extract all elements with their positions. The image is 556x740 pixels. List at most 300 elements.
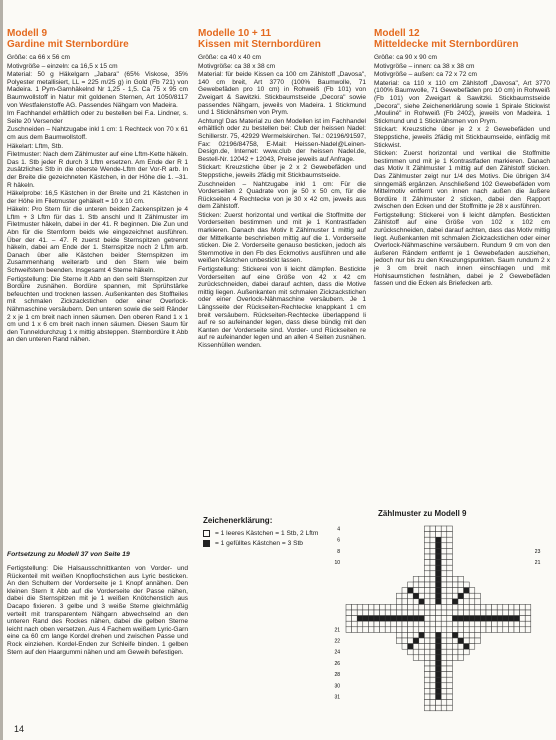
continuation-title: Fortsetzung zu Modell 37 von Seite 19 bbox=[7, 551, 130, 558]
empty-cell bbox=[441, 660, 447, 666]
empty-cell bbox=[469, 621, 475, 627]
paragraph: Stickart: Kreuzstiche über je 2 x 2 Gewebefäden und Steppstiche, jeweils 2fädig mit Stickbaumstseide. bbox=[198, 164, 366, 179]
empty-cell bbox=[475, 593, 481, 599]
empty-cell bbox=[424, 700, 430, 706]
empty-cell bbox=[475, 621, 481, 627]
empty-cell bbox=[447, 610, 453, 616]
empty-cell bbox=[424, 627, 430, 633]
filled-cell bbox=[458, 593, 464, 599]
empty-cell bbox=[424, 554, 430, 560]
empty-cell bbox=[424, 677, 430, 683]
empty-cell bbox=[441, 604, 447, 610]
empty-cell bbox=[447, 644, 453, 650]
empty-cell bbox=[396, 599, 402, 605]
empty-cell bbox=[413, 610, 419, 616]
empty-cell bbox=[424, 660, 430, 666]
empty-cell bbox=[424, 644, 430, 650]
empty-cell bbox=[352, 621, 358, 627]
empty-cell bbox=[424, 526, 430, 532]
empty-cell bbox=[492, 621, 498, 627]
empty-cell bbox=[424, 593, 430, 599]
empty-cell bbox=[464, 610, 470, 616]
empty-cell bbox=[458, 588, 464, 594]
star-filet-chart bbox=[296, 520, 546, 720]
empty-cell bbox=[396, 638, 402, 644]
empty-cell bbox=[424, 565, 430, 571]
empty-cell bbox=[447, 660, 453, 666]
empty-cell bbox=[458, 610, 464, 616]
empty-cell bbox=[391, 610, 397, 616]
empty-cell bbox=[452, 593, 458, 599]
empty-cell bbox=[430, 688, 436, 694]
empty-cell bbox=[486, 610, 492, 616]
empty-cell bbox=[441, 694, 447, 700]
row-label: 10 bbox=[334, 560, 340, 567]
empty-cell bbox=[424, 705, 430, 711]
empty-cell bbox=[452, 638, 458, 644]
empty-cell bbox=[447, 683, 453, 689]
empty-cell bbox=[520, 610, 526, 616]
filled-cell bbox=[436, 599, 442, 605]
empty-cell bbox=[469, 632, 475, 638]
filled-cell bbox=[413, 638, 419, 644]
filled-cell bbox=[413, 593, 419, 599]
empty-cell bbox=[441, 688, 447, 694]
empty-cell bbox=[441, 649, 447, 655]
empty-cell bbox=[447, 616, 453, 622]
empty-cell bbox=[419, 588, 425, 594]
empty-cell bbox=[408, 610, 414, 616]
row-label: 23 bbox=[534, 548, 541, 555]
filled-cell bbox=[458, 638, 464, 644]
empty-cell bbox=[447, 666, 453, 672]
empty-cell bbox=[458, 655, 464, 661]
empty-cell bbox=[458, 644, 464, 650]
empty-cell bbox=[486, 604, 492, 610]
empty-cell bbox=[458, 576, 464, 582]
empty-cell bbox=[380, 627, 386, 633]
empty-cell bbox=[424, 672, 430, 678]
empty-cell bbox=[419, 627, 425, 633]
empty-cell bbox=[424, 683, 430, 689]
empty-cell bbox=[419, 644, 425, 650]
empty-cell bbox=[413, 576, 419, 582]
empty-cell bbox=[408, 638, 414, 644]
empty-cell bbox=[441, 610, 447, 616]
empty-cell bbox=[352, 627, 358, 633]
empty-cell bbox=[480, 621, 486, 627]
empty-cell bbox=[374, 627, 380, 633]
empty-cell bbox=[380, 621, 386, 627]
empty-cell bbox=[475, 638, 481, 644]
filled-cell bbox=[408, 644, 414, 650]
filled-cell bbox=[380, 616, 386, 622]
paragraph: Zuschneiden – Nahtzugabe inkl 1 cm: Für die Vorderseiten 2 Quadrate von je 50 x 50 cm, für die Rückseiten 4 Rechtecke von je 30 x 42 cm, jeweils aus dem Zählstoff. bbox=[198, 180, 366, 211]
empty-cell bbox=[447, 621, 453, 627]
filled-cell bbox=[436, 683, 442, 689]
page-binding-edge bbox=[0, 0, 3, 740]
empty-cell bbox=[424, 649, 430, 655]
paragraph: Fertigstellung: Stickerei von li leicht dämpfen. Bestickte Vorderseiten auf eine Größe von 42 x 42 cm zurückschneiden, dabei darauf achten, dass die Motive mittig liegen. Außenkanten mit schmalen Zickzackstichen oder einer Overlock-Nähmaschine versäubern. Je 1 Längsseite der Rückseiten-Rechtecke knappkant 1 cm breit versäubern. Rückseiten-Rechtecke überlappend li auf re so aufeinander legen, dass diese bündig mit den Kanten der Vorderseite sind. Vorder- und Rückseiten re auf re aufeinander legen und an allen 4 Seiten zusnähen. Kissenhüllen wenden. bbox=[198, 266, 366, 349]
filled-cell bbox=[464, 588, 470, 594]
empty-cell bbox=[514, 621, 520, 627]
filled-cell bbox=[419, 599, 425, 605]
empty-cell bbox=[525, 610, 531, 616]
empty-cell bbox=[441, 599, 447, 605]
empty-cell bbox=[469, 644, 475, 650]
paragraph: Fertigstellung: Stickerei von li leicht dämpfen. Bestickten Zählstoff auf eine Größe von 102 x 102 cm zurückschneiden, dabei darauf achten, dass das Motiv mittig liegt. Außenkanten mit schmalen Zickzackstichen oder einer Overlock-Nähmaschine versäubern. Rundum 9 cm von den äußeren Rändern entfernt je 1 Gewebefaden ausziehen, jedoch nur bis zu den Kreuzungspunkten. Saum rundum 2 x je 3 cm breit nach innen einschlagen und mit Hohlsaumstichen festnähen, dabei je 2 Gewebefäden fassen und die Ecken als Briefecken arb. bbox=[374, 211, 550, 288]
row-label: 31 bbox=[334, 694, 340, 701]
empty-cell bbox=[413, 632, 419, 638]
empty-cell bbox=[430, 677, 436, 683]
empty-cell bbox=[374, 610, 380, 616]
empty-cell bbox=[424, 616, 430, 622]
empty-cell bbox=[441, 621, 447, 627]
empty-cell bbox=[368, 627, 374, 633]
empty-cell bbox=[419, 593, 425, 599]
empty-cell bbox=[424, 694, 430, 700]
empty-cell bbox=[346, 627, 352, 633]
empty-cell bbox=[447, 694, 453, 700]
empty-cell bbox=[374, 621, 380, 627]
empty-cell bbox=[452, 610, 458, 616]
empty-cell bbox=[441, 548, 447, 554]
paragraph: Größe: ca 66 x 56 cm bbox=[7, 54, 70, 61]
empty-cell bbox=[486, 627, 492, 633]
legend-item-filled: = 1 gefülltes Kästchen = 3 Stb bbox=[215, 539, 303, 547]
empty-cell bbox=[464, 582, 470, 588]
empty-cell bbox=[480, 610, 486, 616]
empty-cell bbox=[424, 621, 430, 627]
empty-cell bbox=[408, 649, 414, 655]
empty-cell bbox=[441, 666, 447, 672]
filled-cell bbox=[436, 554, 442, 560]
empty-cell bbox=[441, 638, 447, 644]
filled-cell bbox=[508, 616, 514, 622]
empty-cell bbox=[424, 599, 430, 605]
filled-cell bbox=[436, 560, 442, 566]
empty-cell bbox=[464, 632, 470, 638]
model-10-11-column bbox=[198, 29, 366, 351]
empty-cell bbox=[441, 705, 447, 711]
empty-cell bbox=[419, 621, 425, 627]
empty-cell bbox=[436, 610, 442, 616]
filled-cell bbox=[391, 616, 397, 622]
empty-cell bbox=[525, 604, 531, 610]
empty-cell bbox=[413, 627, 419, 633]
continuation-text: Fertigstellung: Die Halsausschnittkanten von Vorder- und Rückenteil mit weißen Knopflochstichen aus Lyric besticken. An den Schultern der Vorderseite je 1 Knopf annähen. Den kleinen Stern lt Abb auf die Vorderseite der Passe nähen, dabei die Sternspitzen mit je 1 weißen Knötchenstich aus Dacapo fixieren. 3 gelbe und 3 weiße Sterne gleichmäßig verteilt mit transparentem Nähgarn abwechselnd an den unteren Rand des Rockes nähen, dabei die gelben Sterne leicht nach oben versetzen. Aus 4 Fachem weißem Lyric-Garn eine ca 60 cm lange Kordel drehen und zwischen Passe und Rock einziehen. Kordel-Enden zur Schleife binden. 1 gelben Stern auf den Haargummi nähen und am Geweih befestigen. bbox=[7, 565, 188, 656]
filled-cell bbox=[436, 638, 442, 644]
empty-cell bbox=[508, 621, 514, 627]
empty-cell bbox=[447, 526, 453, 532]
empty-cell bbox=[352, 604, 358, 610]
filled-cell bbox=[436, 694, 442, 700]
empty-cell bbox=[447, 604, 453, 610]
empty-cell bbox=[346, 610, 352, 616]
paragraph: Motivgröße: ca 38 x 38 cm bbox=[198, 62, 276, 70]
empty-cell bbox=[385, 627, 391, 633]
empty-cell bbox=[419, 610, 425, 616]
filled-cell bbox=[452, 599, 458, 605]
empty-cell bbox=[486, 621, 492, 627]
empty-cell bbox=[503, 610, 509, 616]
empty-cell bbox=[447, 582, 453, 588]
empty-cell bbox=[430, 537, 436, 543]
empty-cell bbox=[419, 655, 425, 661]
empty-cell bbox=[469, 588, 475, 594]
empty-cell bbox=[352, 610, 358, 616]
empty-cell bbox=[408, 593, 414, 599]
row-label: 4 bbox=[337, 526, 340, 533]
paragraph: Achtung! Das Material zu den Modellen ist im Fachhandel erhältlich oder zu bestellen bei: Club der heissen Nadel: Schillerstr. 75, 42929 Wermelskirchen. Tel.: 02196/91597, Fax: 02196/84758, E-Mail: Heissen-Nadel@Leinen-Design.de, Internet: www.club der heissen Nadel.de, Bestell-Nr. 12042 + 12043, Preise jeweils auf Anfrage. bbox=[198, 117, 366, 163]
empty-cell bbox=[424, 537, 430, 543]
empty-cell bbox=[413, 604, 419, 610]
row-label: 24 bbox=[334, 649, 340, 656]
empty-cell bbox=[430, 593, 436, 599]
empty-cell bbox=[503, 627, 509, 633]
empty-cell bbox=[508, 604, 514, 610]
empty-cell bbox=[357, 627, 363, 633]
empty-cell bbox=[385, 610, 391, 616]
empty-cell bbox=[447, 632, 453, 638]
empty-cell bbox=[452, 655, 458, 661]
empty-cell bbox=[402, 627, 408, 633]
empty-cell bbox=[357, 610, 363, 616]
empty-cell bbox=[441, 582, 447, 588]
filled-cell bbox=[436, 677, 442, 683]
empty-cell bbox=[464, 593, 470, 599]
empty-cell bbox=[441, 588, 447, 594]
empty-cell bbox=[396, 621, 402, 627]
paragraph: Material: 50 g Häkelgarn „Jabara" (65% Viskose, 35% Polyester metallisiert, LL = 225 m/25 g) in Gold (Fb 721) von Madeira. 1 Pym-Garnhäkelnd Nr 1,25 - 1,5. Ca 75 x 95 cm Baumwollstoff in Natur mit goldenen Sternen, Art 1050/8117 von Westfalenstoffe AG. Passendes Nähgarn von Madeira. bbox=[7, 71, 188, 109]
filled-cell bbox=[436, 582, 442, 588]
empty-cell bbox=[402, 638, 408, 644]
empty-cell bbox=[480, 604, 486, 610]
model-10-11-subtitle: Kissen mit Sternbordüren bbox=[198, 38, 321, 50]
model-9-subtitle: Gardine mit Sternbordüre bbox=[7, 38, 129, 50]
empty-cell bbox=[424, 610, 430, 616]
empty-cell bbox=[385, 621, 391, 627]
model-9-column bbox=[7, 29, 188, 345]
model-12-column bbox=[374, 29, 550, 289]
empty-cell bbox=[430, 627, 436, 633]
empty-cell bbox=[525, 621, 531, 627]
empty-cell bbox=[525, 627, 531, 633]
paragraph: Filetmuster: Nach dem Zählmuster auf eine Lftm-Kette häkeln. Das 1. Stb jeder R durch 3 Lftm ersetzen. Am Ende der R 1 zusätzliches Stb in die oberste Wende-Lftm der Vor-R arb. In der Breite die gezeichneten Kästchen, in der Höhe die 1. –31. R häkeln. bbox=[7, 151, 188, 189]
empty-cell bbox=[391, 627, 397, 633]
empty-cell bbox=[520, 627, 526, 633]
filled-cell bbox=[408, 588, 414, 594]
paragraph: Motivgröße – einzeln: ca 16,5 x 15 cm bbox=[7, 62, 118, 70]
empty-cell bbox=[391, 621, 397, 627]
empty-cell bbox=[424, 576, 430, 582]
row-label: 26 bbox=[334, 660, 340, 667]
empty-cell bbox=[424, 604, 430, 610]
filled-cell bbox=[374, 616, 380, 622]
empty-cell bbox=[436, 604, 442, 610]
row-label: 22 bbox=[334, 638, 340, 645]
empty-cell bbox=[357, 621, 363, 627]
empty-cell bbox=[452, 588, 458, 594]
empty-cell bbox=[447, 599, 453, 605]
empty-cell bbox=[430, 582, 436, 588]
filled-cell bbox=[413, 616, 419, 622]
paragraph: Stickart: Kreuzstiche über je 2 x 2 Gewebefäden und Steppstiche, jeweils 2fädig mit Stickbaumseide, einfädig mit Stickwist. bbox=[374, 126, 550, 149]
empty-cell bbox=[458, 627, 464, 633]
empty-cell bbox=[520, 616, 526, 622]
row-label: 8 bbox=[337, 548, 340, 555]
empty-cell bbox=[452, 649, 458, 655]
empty-cell bbox=[441, 683, 447, 689]
legend-item-empty: = 1 leeres Kästchen = 1 Stb, 2 Lftm bbox=[215, 529, 319, 537]
filled-cell bbox=[436, 565, 442, 571]
empty-cell bbox=[430, 700, 436, 706]
empty-cell bbox=[520, 621, 526, 627]
empty-cell bbox=[430, 571, 436, 577]
empty-cell bbox=[430, 588, 436, 594]
filled-cell bbox=[480, 616, 486, 622]
empty-cell bbox=[430, 683, 436, 689]
empty-cell bbox=[368, 610, 374, 616]
empty-cell bbox=[402, 599, 408, 605]
empty-cell bbox=[436, 616, 442, 622]
empty-cell bbox=[430, 655, 436, 661]
empty-cell bbox=[430, 694, 436, 700]
paragraph: Im Fachhandel erhältlich oder zu bestellen bei F.a. Lindner, s. Seite 20 Versender bbox=[7, 110, 188, 125]
filled-cell bbox=[464, 616, 470, 622]
empty-cell bbox=[469, 604, 475, 610]
filled-cell bbox=[436, 588, 442, 594]
empty-cell bbox=[396, 627, 402, 633]
empty-cell bbox=[408, 604, 414, 610]
empty-cell bbox=[413, 649, 419, 655]
filled-cell bbox=[436, 649, 442, 655]
empty-cell bbox=[430, 554, 436, 560]
empty-cell bbox=[452, 644, 458, 650]
empty-cell bbox=[424, 588, 430, 594]
empty-cell bbox=[436, 621, 442, 627]
filled-cell bbox=[475, 616, 481, 622]
empty-cell bbox=[447, 688, 453, 694]
empty-cell bbox=[402, 604, 408, 610]
row-label: 21 bbox=[534, 560, 541, 567]
empty-cell bbox=[413, 621, 419, 627]
empty-cell bbox=[475, 610, 481, 616]
filled-cell bbox=[419, 616, 425, 622]
empty-cell bbox=[497, 604, 503, 610]
empty-cell bbox=[424, 632, 430, 638]
empty-cell bbox=[497, 610, 503, 616]
empty-cell bbox=[441, 560, 447, 566]
empty-cell bbox=[430, 649, 436, 655]
empty-cell bbox=[374, 604, 380, 610]
chart-grid bbox=[346, 526, 531, 711]
empty-cell bbox=[441, 672, 447, 678]
empty-cell bbox=[441, 644, 447, 650]
page-number: 14 bbox=[14, 724, 25, 734]
empty-cell bbox=[441, 677, 447, 683]
empty-cell bbox=[441, 593, 447, 599]
empty-cell bbox=[380, 610, 386, 616]
empty-cell bbox=[413, 599, 419, 605]
empty-cell bbox=[497, 627, 503, 633]
filled-cell bbox=[436, 644, 442, 650]
filled-cell bbox=[514, 616, 520, 622]
empty-cell bbox=[452, 604, 458, 610]
empty-cell bbox=[441, 655, 447, 661]
empty-cell bbox=[413, 655, 419, 661]
filled-cell bbox=[464, 644, 470, 650]
empty-cell bbox=[464, 604, 470, 610]
empty-cell bbox=[452, 576, 458, 582]
empty-cell bbox=[447, 560, 453, 566]
filled-cell bbox=[368, 616, 374, 622]
empty-cell bbox=[447, 677, 453, 683]
empty-cell bbox=[430, 666, 436, 672]
empty-cell bbox=[503, 621, 509, 627]
empty-cell bbox=[492, 627, 498, 633]
empty-cell bbox=[396, 632, 402, 638]
empty-cell bbox=[419, 649, 425, 655]
empty-cell bbox=[469, 638, 475, 644]
empty-cell bbox=[447, 672, 453, 678]
empty-cell bbox=[408, 599, 414, 605]
empty-cell bbox=[447, 565, 453, 571]
empty-cell bbox=[430, 644, 436, 650]
filled-cell bbox=[436, 688, 442, 694]
empty-cell bbox=[441, 554, 447, 560]
empty-cell bbox=[413, 582, 419, 588]
empty-cell bbox=[424, 688, 430, 694]
empty-cell bbox=[424, 532, 430, 538]
empty-cell bbox=[475, 604, 481, 610]
empty-cell bbox=[424, 582, 430, 588]
empty-cell bbox=[430, 672, 436, 678]
empty-cell bbox=[452, 621, 458, 627]
empty-cell bbox=[424, 638, 430, 644]
empty-cell bbox=[396, 604, 402, 610]
empty-cell bbox=[396, 610, 402, 616]
empty-cell bbox=[436, 627, 442, 633]
empty-cell bbox=[352, 616, 358, 622]
empty-cell bbox=[346, 621, 352, 627]
empty-cell bbox=[436, 705, 442, 711]
filled-cell bbox=[452, 616, 458, 622]
empty-cell bbox=[447, 627, 453, 633]
empty-cell bbox=[441, 616, 447, 622]
empty-cell bbox=[408, 627, 414, 633]
empty-cell bbox=[447, 655, 453, 661]
paragraph: Fertigstellung: Die Sterne lt Abb an den seitl Sternspitzen zur Bordüre zusnähen. Bordüre spannen, mit Sprühstärke befeuchten und trocknen lassen. Außenkanten des Stoffteiles mit schmalen Zickzackstichen oder einer Overlock-Nähmaschine versäubern. Den unteren sowie die seitl Ränder 2 x je 1 cm breit nach innen säumen. Den oberen Rand 1 x 1 cm und 1 x 6 cm breit nach innen säumen. Diesen Saum für den Tunneldurchzug 1 x mittig absteppen. Sternbordüre lt Abb an den unteren Rand nähen. bbox=[7, 275, 188, 344]
filled-cell bbox=[503, 616, 509, 622]
paragraph: Material: für beide Kissen ca 100 cm Zählstoff „Davosa", 140 cm breit, Art 3770 (100% Baumwolle, 71 Gewebefäden pro 10 cm) in Rohweiß (Fb 101) von Zweigart & Sawitzki. Stickbaumstseide „Decora" sowie passendes Nähgarn, jeweils von Madeira. 1 Stickmund und 1 Sticknähsmen von Prym. bbox=[198, 71, 366, 117]
paragraph: Häkeln: Pro Stern für die unteren beiden Zackenspitzen je 4 Lftm + 3 Lftm für das 1. Stb anschl und lt Zählmuster im Filetmuster häkeln, dabei in der 41. R beginnen. Die Zun und Abn für die Sternform beids wie eingezeichnet ausführen. Über der 41. – 47. R zuerst beide Sternspitzen getrennt häkeln, dabei am Ende der 1. Sternspitze noch 2 Lftm arb. Danach über alle Kästchen beider Sternspitzen im Zusammenhang weiterarb und den Stern wie beim Schweifstern beenden. Insgesamt 4 Sterne häkeln. bbox=[7, 206, 188, 275]
empty-cell bbox=[447, 593, 453, 599]
empty-cell bbox=[391, 604, 397, 610]
empty-cell bbox=[514, 604, 520, 610]
model-12-subtitle: Mitteldecke mit Sternbordüren bbox=[374, 38, 519, 50]
empty-square-icon bbox=[203, 530, 210, 537]
filled-cell bbox=[492, 616, 498, 622]
empty-cell bbox=[447, 638, 453, 644]
empty-cell bbox=[402, 644, 408, 650]
empty-cell bbox=[469, 627, 475, 633]
row-label: 30 bbox=[334, 683, 340, 690]
empty-cell bbox=[458, 649, 464, 655]
empty-cell bbox=[497, 621, 503, 627]
filled-cell bbox=[486, 616, 492, 622]
model-12-title: Modell 12 bbox=[374, 28, 420, 39]
